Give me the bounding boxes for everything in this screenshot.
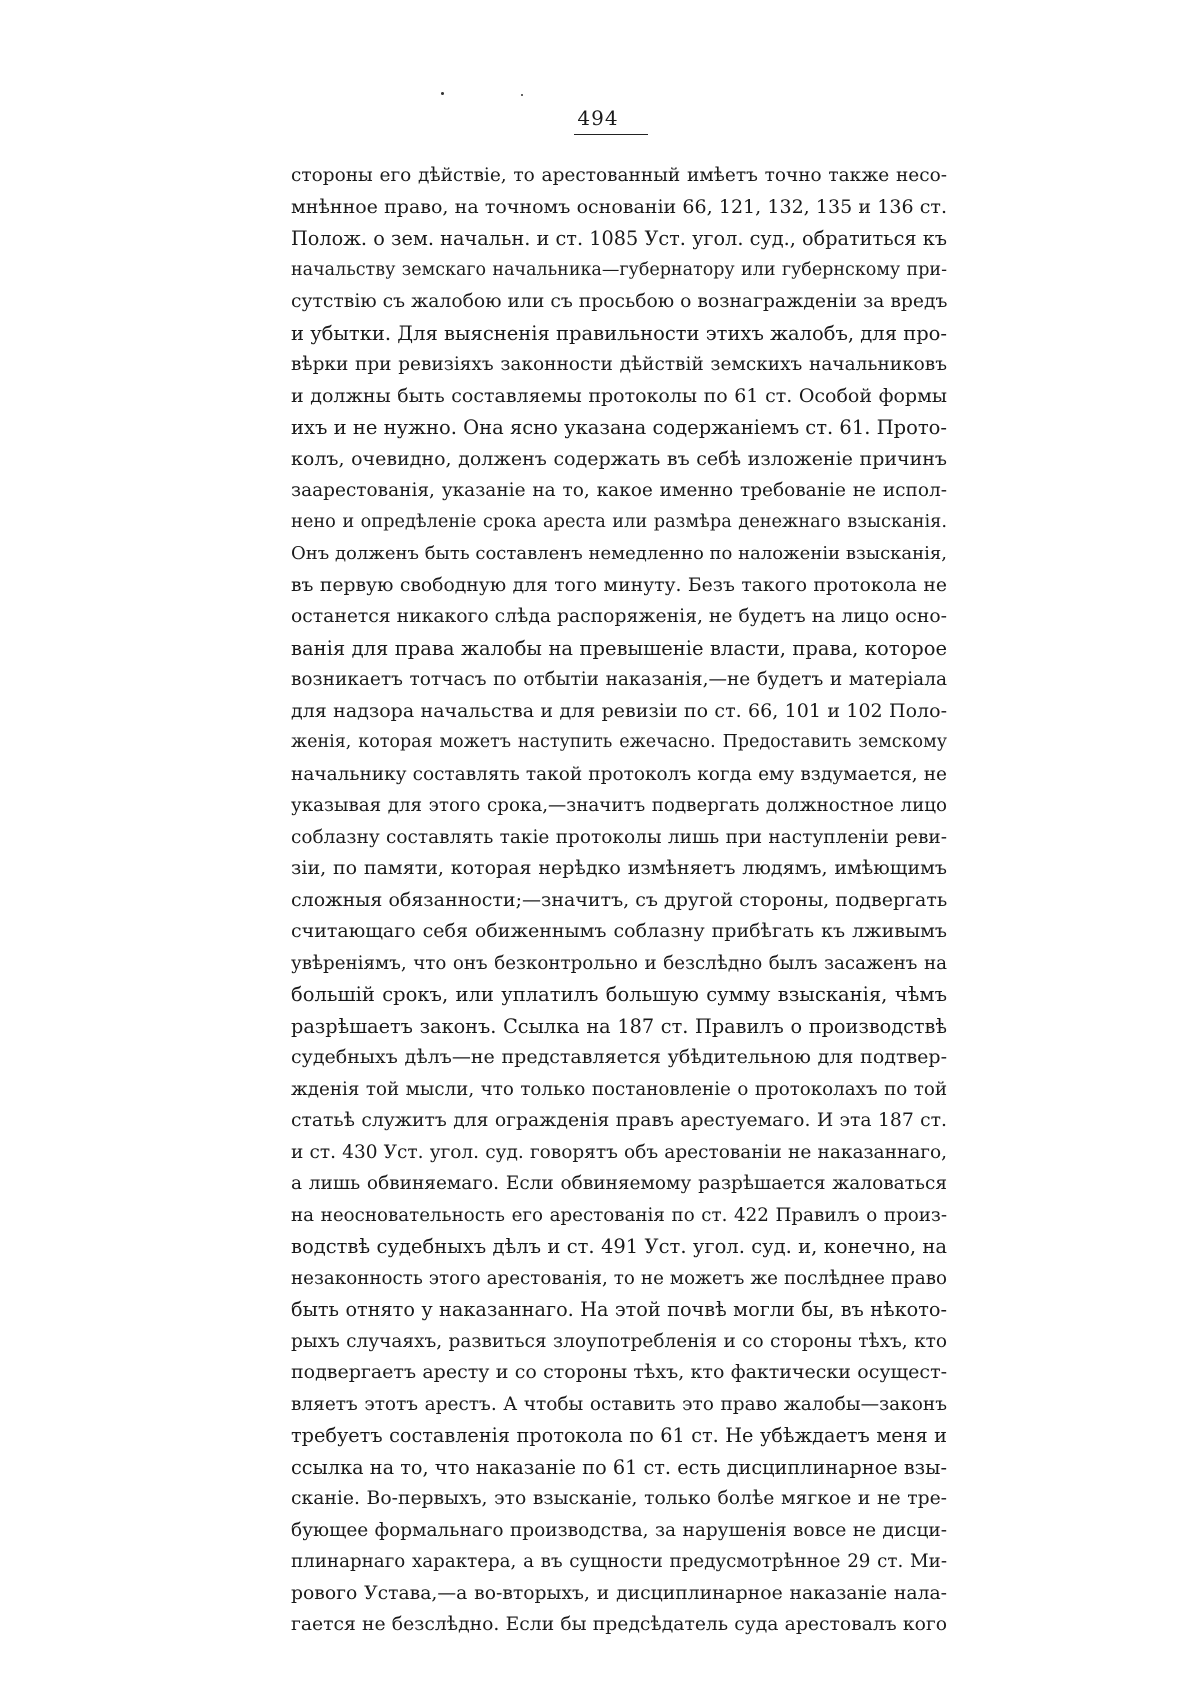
text-line bbox=[291, 1294, 947, 1326]
text-line-content: рыхъ случаяхъ, развиться злоупотребленія и со стороны тѣхъ, кто bbox=[291, 1330, 947, 1352]
text-line bbox=[291, 1420, 947, 1452]
ink-speck bbox=[521, 94, 523, 96]
text-line bbox=[291, 601, 947, 633]
text-line bbox=[291, 349, 947, 381]
text-line bbox=[291, 1389, 947, 1421]
text-line bbox=[291, 885, 947, 917]
text-line-content: женія, которая можетъ наступить ежечасно. Предоставить земскому bbox=[291, 732, 947, 752]
text-line bbox=[291, 1357, 947, 1389]
text-line-content: сложныя обязанности;—значитъ, съ другой стороны, подвергать bbox=[291, 888, 947, 911]
text-line-content: мнѣнное право, на точномъ основаніи 66, 121, 132, 135 и 136 ст. bbox=[291, 195, 947, 218]
text-line-content: ихъ и не нужно. Она ясно указана содержаніемъ ст. 61. Прото- bbox=[291, 416, 947, 439]
page-number: 494 bbox=[577, 106, 619, 130]
text-line-content: и должны быть составляемы протоколы по 61 ст. Особой формы bbox=[291, 384, 947, 407]
text-line bbox=[291, 318, 947, 350]
text-line bbox=[291, 1105, 947, 1137]
text-line bbox=[291, 286, 947, 318]
text-line bbox=[291, 1515, 947, 1547]
text-line-content: статьѣ служитъ для огражденія правъ арестуемаго. И эта 187 ст. bbox=[291, 1110, 947, 1131]
text-line bbox=[291, 381, 947, 413]
text-line bbox=[291, 664, 947, 696]
text-line-content: соблазну составлять такіе протоколы лишь при наступленіи реви- bbox=[291, 826, 947, 848]
text-line-content: въ первую свободную для того минуту. Безъ такого протокола не bbox=[291, 574, 947, 596]
text-line bbox=[291, 979, 947, 1011]
text-line-content: зіи, по памяти, которая нерѣдко измѣняетъ людямъ, имѣющимъ bbox=[291, 857, 947, 879]
ink-speck bbox=[441, 92, 444, 95]
text-line-content: Полож. о зем. начальн. и ст. 1085 Уст. угол. суд., обратиться къ bbox=[291, 227, 947, 250]
text-line-content: судебныхъ дѣлъ—не представляется убѣдительною для подтвер- bbox=[291, 1046, 947, 1068]
text-line bbox=[291, 696, 947, 728]
text-line-content: и ст. 430 Уст. угол. суд. говорятъ объ арестованіи не наказаннаго, bbox=[291, 1141, 947, 1163]
text-line-content: разрѣшаетъ законъ. Ссылка на 187 ст. Правилъ о производствѣ bbox=[291, 1014, 947, 1038]
text-line bbox=[291, 1609, 947, 1641]
text-line-content: ссылка на то, что наказаніе по 61 ст. есть дисциплинарное взы- bbox=[291, 1455, 947, 1479]
text-line bbox=[291, 1074, 947, 1106]
text-line bbox=[291, 160, 947, 192]
text-line-content: для надзора начальства и для ревизіи по ст. 66, 101 и 102 Поло- bbox=[291, 699, 947, 722]
text-line bbox=[291, 444, 947, 476]
text-line-content: останется никакого слѣда распоряженія, не будетъ на лицо осно- bbox=[291, 606, 947, 627]
text-line-content: рового Устава,—а во-вторыхъ, и дисциплинарное наказаніе нала- bbox=[291, 1582, 947, 1604]
text-line-content: начальству земскаго начальника—губернатору или губернскому при- bbox=[291, 259, 947, 280]
text-line bbox=[291, 727, 947, 759]
text-line-content: большій срокъ, или уплатилъ большую сумму взысканія, чѣмъ bbox=[291, 983, 947, 1006]
text-line bbox=[291, 1578, 947, 1610]
page-number-rule bbox=[574, 134, 648, 135]
text-line bbox=[291, 1168, 947, 1200]
text-line-content: считающаго себя обиженнымъ соблазну прибѣгать къ лживымъ bbox=[291, 920, 947, 942]
text-line-content: начальнику составлять такой протоколъ когда ему вздумается, не bbox=[291, 763, 947, 785]
text-line bbox=[291, 1011, 947, 1043]
text-line bbox=[291, 255, 947, 287]
text-line bbox=[291, 570, 947, 602]
text-line bbox=[291, 412, 947, 444]
text-line-content: требуетъ составленія протокола по 61 ст. Не убѣждаетъ меня и bbox=[291, 1424, 947, 1447]
text-line bbox=[291, 790, 947, 822]
text-line bbox=[291, 759, 947, 791]
text-line bbox=[291, 853, 947, 885]
text-line bbox=[291, 1137, 947, 1169]
text-line-content: незаконность этого арестованія, то не можетъ же послѣднее право bbox=[291, 1267, 947, 1289]
text-line bbox=[291, 1452, 947, 1484]
text-line-content: Онъ долженъ быть составленъ немедленно по наложеніи взысканія, bbox=[291, 543, 947, 564]
text-line bbox=[291, 1483, 947, 1515]
text-line bbox=[291, 475, 947, 507]
text-line-content: увѣреніямъ, что онъ безконтрольно и безслѣдно былъ засаженъ на bbox=[291, 952, 947, 974]
text-line-content: нено и опредѣленіе срока ареста или размѣра денежнаго взысканія. bbox=[291, 511, 947, 532]
text-line bbox=[291, 1263, 947, 1295]
text-line bbox=[291, 822, 947, 854]
text-line bbox=[291, 1546, 947, 1578]
text-line-content: возникаетъ тотчасъ по отбытіи наказанія,—не будетъ и матеріала bbox=[291, 669, 947, 690]
text-line bbox=[291, 192, 947, 224]
text-line bbox=[291, 1231, 947, 1263]
text-line bbox=[291, 916, 947, 948]
text-line-content: бующее формальнаго производства, за нарушенія вовсе не дисци- bbox=[291, 1519, 947, 1541]
text-line-content: указывая для этого срока,—значитъ подвергать должностное лицо bbox=[291, 795, 947, 816]
text-line bbox=[291, 1326, 947, 1358]
text-line bbox=[291, 633, 947, 665]
text-line-content: быть отнято у наказаннаго. На этой почвѣ могли бы, въ нѣкото- bbox=[291, 1298, 947, 1321]
text-line-content: сутствію съ жалобою или съ просьбою о вознагражденіи за вредъ bbox=[291, 291, 947, 312]
text-line-content: на неосновательность его арестованія по ст. 422 Правилъ о произ- bbox=[291, 1204, 947, 1226]
text-line bbox=[291, 223, 947, 255]
text-line-content: колъ, очевидно, долженъ содержать въ себѣ изложеніе причинъ bbox=[291, 447, 947, 470]
text-line-content: и убытки. Для выясненія правильности этихъ жалобъ, для про- bbox=[291, 321, 947, 345]
text-line-content: стороны его дѣйствіе, то арестованный имѣетъ точно также несо- bbox=[291, 165, 947, 186]
text-line bbox=[291, 538, 947, 570]
text-line bbox=[291, 948, 947, 980]
text-line-content: гается не безслѣдно. Если бы предсѣдатель суда арестовалъ кого bbox=[291, 1614, 947, 1635]
text-line bbox=[291, 1042, 947, 1074]
text-line-content: вѣрки при ревизіяхъ законности дѣйствій земскихъ начальниковъ bbox=[291, 354, 947, 375]
text-line-content: вляетъ этотъ арестъ. А чтобы оставить это право жалобы—законъ bbox=[291, 1393, 947, 1415]
text-line-content: заарестованія, указаніе на то, какое именно требованіе не испол- bbox=[291, 480, 947, 501]
text-line-content: жденія той мысли, что только постановленіе о протоколахъ по той bbox=[291, 1078, 947, 1100]
text-line-content: а лишь обвиняемаго. Если обвиняемому разрѣшается жаловаться bbox=[291, 1173, 947, 1194]
text-line-content: подвергаетъ аресту и со стороны тѣхъ, кто фактически осущест- bbox=[291, 1361, 947, 1383]
text-line-content: плинарнаго характера, а въ сущности предусмотрѣнное 29 ст. Ми- bbox=[291, 1551, 947, 1572]
text-line bbox=[291, 507, 947, 539]
text-line-content: сканіе. Во-первыхъ, это взысканіе, только болѣе мягкое и не тре- bbox=[291, 1488, 947, 1509]
text-line-content: водствѣ судебныхъ дѣлъ и ст. 491 Уст. угол. суд. и, конечно, на bbox=[291, 1235, 947, 1258]
body-text bbox=[291, 160, 947, 1641]
text-line bbox=[291, 1200, 947, 1232]
text-line-content: ванія для права жалобы на превышеніе власти, права, которое bbox=[291, 636, 947, 660]
